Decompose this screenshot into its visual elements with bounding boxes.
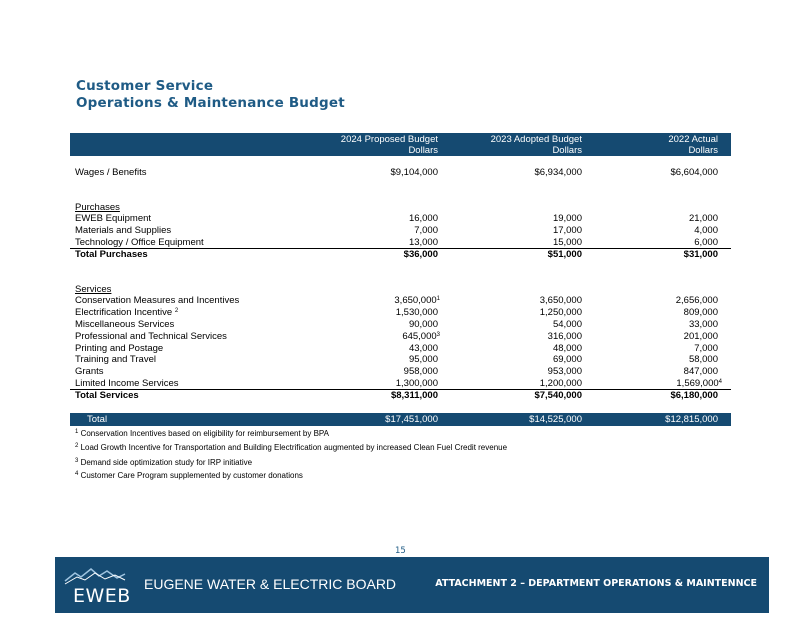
value-2023: $14,525,000: [529, 414, 582, 425]
value-2024: 7,000: [414, 225, 438, 236]
value-2023: $6,934,000: [534, 167, 582, 178]
footnote-marker: 1: [436, 296, 440, 302]
value-2022: 201,000: [683, 331, 718, 342]
footnote-text: Load Growth Incentive for Transportation and Building Electrification augmented by increased Clean Fuel Credit revenue: [80, 443, 508, 452]
value-2024: $8,311,000: [390, 390, 438, 401]
grand-total-row: [70, 413, 731, 426]
footnote: [75, 429, 329, 439]
value-2022: $6,604,000: [670, 167, 718, 178]
organization-name: EUGENE WATER & ELECTRIC BOARD: [144, 576, 397, 592]
value-2024: [402, 331, 440, 343]
logo-wordmark: EWEB: [73, 585, 131, 607]
value-2022: $6,180,000: [670, 390, 718, 401]
value-2023: 316,000: [547, 331, 582, 342]
column-header-unit: Dollars: [688, 145, 718, 156]
row-label: Limited Income Services: [75, 378, 179, 389]
value-2024: 958,000: [403, 366, 438, 377]
column-header-label: 2023 Adopted Budget: [490, 134, 582, 145]
row-label: Training and Travel: [75, 354, 156, 365]
row-label: Total Services: [75, 390, 139, 401]
table-row: [75, 354, 718, 366]
eweb-logo: [63, 565, 131, 607]
value-2023: 17,000: [552, 225, 582, 236]
value-2023: 48,000: [552, 343, 582, 354]
row-label: [75, 295, 239, 307]
value-2024: 13,000: [408, 237, 438, 248]
table-row: [75, 319, 718, 331]
value-2023: 69,000: [552, 354, 582, 365]
column-header-2023: [491, 134, 582, 156]
footnote-number: 4: [75, 471, 79, 477]
row-label: EWEB Equipment: [75, 213, 152, 224]
footnote-marker: 3: [436, 332, 440, 338]
value-2023: 3,650,000: [539, 295, 582, 306]
row-label: Technology / Office Equipment: [75, 237, 204, 248]
column-header-2024: [341, 134, 438, 156]
table-row: [75, 225, 718, 237]
row-label: [75, 307, 178, 319]
footnote-number: 3: [75, 458, 79, 464]
value-2023: $7,540,000: [534, 390, 582, 401]
row-label-text: Electrification Incentive: [75, 307, 173, 318]
value-2024: $17,451,000: [385, 414, 438, 425]
column-header-label: 2022 Actual: [668, 134, 718, 145]
value-2023: $51,000: [547, 249, 582, 260]
value-2022: 7,000: [694, 343, 718, 354]
value-2024: $36,000: [403, 249, 438, 260]
page-title: [76, 78, 345, 112]
value-2022: 4,000: [694, 225, 718, 236]
value-2024: 1,530,000: [395, 307, 438, 318]
footnote: [75, 443, 507, 453]
title-line-2: Operations & Maintenance Budget: [76, 95, 345, 111]
value-text: 3,650,000: [394, 295, 437, 306]
value-2024: 1,300,000: [395, 378, 438, 389]
row-label-text: Conservation Measures and Incentives: [75, 295, 240, 306]
footnote-marker: 4: [718, 379, 722, 385]
column-header-unit: Dollars: [552, 145, 582, 156]
column-header-unit: Dollars: [408, 145, 438, 156]
footnote: [75, 458, 252, 468]
value-2023: 15,000: [552, 237, 582, 248]
table-row: [75, 295, 718, 307]
value-2023: 19,000: [552, 213, 582, 224]
footnote-number: 1: [75, 429, 79, 435]
total-purchases-row: [75, 249, 718, 261]
title-line-1: Customer Service: [76, 78, 214, 94]
value-2023: 953,000: [547, 366, 582, 377]
column-header-2022: [668, 134, 718, 156]
table-row: [75, 366, 718, 378]
section-heading: Purchases: [75, 202, 120, 213]
row-label: Miscellaneous Services: [75, 319, 175, 330]
value-2022: 33,000: [688, 319, 718, 330]
footnote-marker: 2: [174, 308, 179, 314]
value-2024: 95,000: [408, 354, 438, 365]
column-header-label: 2024 Proposed Budget: [340, 134, 438, 145]
table-row: [75, 213, 718, 225]
value-2024: $9,104,000: [390, 167, 438, 178]
value-2022: $12,815,000: [665, 414, 718, 425]
value-2023: 1,200,000: [539, 378, 582, 389]
value-text: 645,000: [402, 331, 437, 342]
value-2022: 2,656,000: [675, 295, 718, 306]
total-services-row: [75, 390, 718, 402]
value-2023: 54,000: [552, 319, 582, 330]
value-2022: 6,000: [694, 237, 718, 248]
row-label: Total Purchases: [75, 249, 148, 260]
attachment-label: ATTACHMENT 2 – DEPARTMENT OPERATIONS & MAINTENNCE: [435, 578, 757, 589]
value-2022: 809,000: [683, 307, 718, 318]
footnote-text: Demand side optimization study for IRP initiative: [80, 458, 253, 467]
value-2022: 847,000: [683, 366, 718, 377]
row-label: Total: [87, 414, 108, 425]
row-label: Grants: [75, 366, 104, 377]
value-2024: 16,000: [408, 213, 438, 224]
section-heading: Services: [75, 284, 112, 295]
value-2022: 21,000: [688, 213, 718, 224]
value-2024: 43,000: [408, 343, 438, 354]
row-label: Professional and Technical Services: [75, 331, 227, 342]
footnote: [75, 471, 303, 481]
table-header: [70, 133, 731, 156]
value-text: 1,569,000: [676, 378, 719, 389]
value-2024: 90,000: [408, 319, 438, 330]
value-2022: $31,000: [683, 249, 718, 260]
row-label: Wages / Benefits: [75, 167, 147, 178]
page-number: 15: [395, 546, 406, 556]
row-label: Printing and Postage: [75, 343, 164, 354]
footnote-number: 2: [75, 443, 79, 449]
footnote-text: Conservation Incentives based on eligibility for reimbursement by BPA: [80, 429, 329, 438]
value-2024: [394, 295, 440, 307]
row-label: Materials and Supplies: [75, 225, 172, 236]
footnote-text: Customer Care Program supplemented by customer donations: [80, 471, 303, 480]
value-2022: 58,000: [688, 354, 718, 365]
wages-row: [75, 167, 718, 179]
value-2023: 1,250,000: [539, 307, 582, 318]
table-row: [75, 307, 718, 319]
footer-banner: [55, 557, 769, 613]
mountain-logo-icon: [63, 565, 127, 585]
table-row: [75, 331, 718, 343]
